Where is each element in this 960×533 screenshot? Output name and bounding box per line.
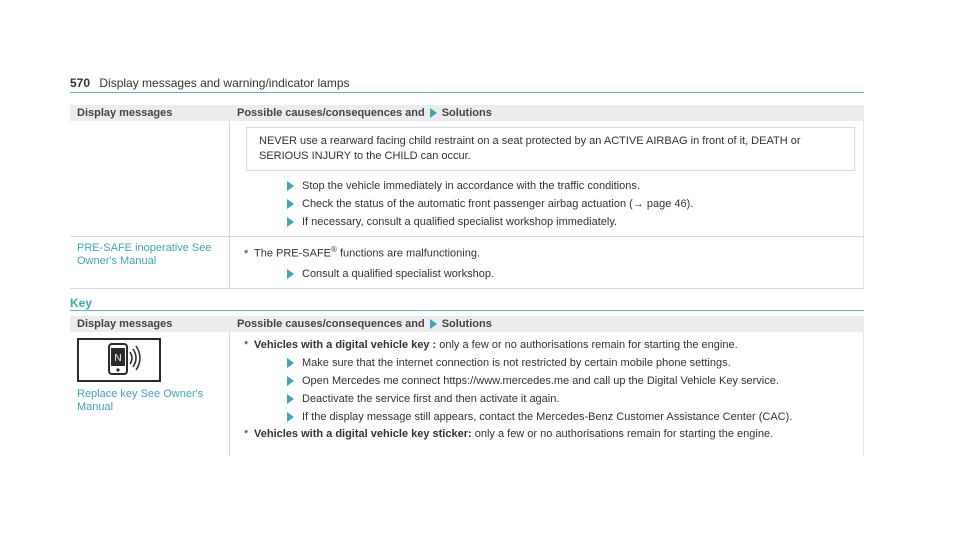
table-row — [70, 236, 864, 289]
cause-pre: The PRE-SAFE — [254, 247, 332, 260]
bullet-text: Consult a qualified specialist workshop. — [302, 267, 494, 280]
page-number: 570 — [70, 76, 91, 90]
row-solutions — [230, 237, 864, 288]
bullet-text: If necessary, consult a qualified specialist workshop immediately. — [302, 216, 618, 228]
cause-bold: Vehicles with a digital vehicle key sticker: — [254, 428, 472, 440]
solution-arrow-icon — [430, 108, 437, 118]
col-header-pre: Possible causes/consequences and — [237, 318, 425, 330]
star-marker: * — [244, 247, 249, 260]
cause-post: functions are malfunctioning. — [336, 247, 481, 260]
solution-arrow-icon — [287, 376, 294, 386]
registered-mark: ® — [331, 245, 337, 254]
section-title-key: Key — [70, 296, 93, 310]
cause-line — [230, 427, 863, 442]
list-item — [230, 410, 863, 425]
solution-arrow-icon — [287, 199, 294, 209]
cause-bold: Vehicles with a digital vehicle key : — [254, 339, 437, 351]
page-header — [70, 76, 350, 90]
cause-rest: only a few or no authorisations remain for starting the engine. — [436, 339, 738, 351]
table-1-header — [70, 105, 864, 121]
solution-arrow-icon — [287, 217, 294, 227]
cause-line — [230, 338, 863, 353]
star-marker: * — [244, 339, 249, 351]
cause-rest: only a few or no authorisations remain for starting the engine. — [471, 428, 774, 440]
bullet-text: Check the status of the automatic front passenger airbag actuation (→ page 46). — [302, 198, 694, 210]
col-header-pre: Possible causes/consequences and — [237, 107, 425, 119]
digital-key-phone-nfc-icon-svg — [79, 340, 159, 380]
bullet-text: If the display message still appears, contact the Mercedes-Benz Customer Assistance Center (CAC). — [302, 411, 793, 423]
col-header-post: Solutions — [441, 107, 492, 119]
header-rule — [70, 92, 864, 93]
list-item — [230, 197, 863, 212]
row-message-empty — [70, 121, 230, 236]
col-causes-solutions — [230, 316, 864, 332]
list-item — [230, 356, 863, 371]
messages-table-2 — [70, 316, 864, 456]
solution-arrow-icon — [287, 358, 294, 368]
bullet-text: Stop the vehicle immediately in accordance with the traffic conditions. — [302, 180, 640, 192]
solution-arrow-icon — [287, 412, 294, 422]
col-causes-solutions — [230, 105, 864, 121]
replace-key-cell — [70, 332, 230, 456]
bullet-text: Open Mercedes me connect https://www.mercedes.me and call up the Digital Vehicle Key service. — [302, 375, 779, 387]
table-2-header — [70, 316, 864, 332]
list-item — [230, 267, 863, 282]
messages-table-1 — [70, 105, 864, 289]
svg-text:N: N — [114, 353, 122, 364]
digital-key-phone-nfc-icon — [77, 338, 161, 382]
pre-safe-message: PRE-SAFE inoperative See Owner's Manual — [70, 237, 230, 288]
table-row — [70, 121, 864, 236]
col-header-post: Solutions — [441, 318, 492, 330]
list-item — [230, 392, 863, 407]
row-solutions — [230, 121, 864, 236]
col-display-messages: Display messages — [77, 107, 173, 119]
list-item — [230, 374, 863, 389]
table-row — [70, 332, 864, 456]
cause-line — [230, 242, 863, 262]
row-solutions — [230, 332, 864, 456]
list-item — [230, 215, 863, 230]
bullet-text: Make sure that the internet connection is not restricted by certain mobile phone settings. — [302, 357, 731, 369]
bullet-text: Deactivate the service first and then activate it again. — [302, 393, 560, 405]
replace-key-message: Replace key See Owner's Manual — [77, 388, 204, 413]
solution-arrow-icon — [287, 181, 294, 191]
warning-box: NEVER use a rearward facing child restraint on a seat protected by an ACTIVE AIRBAG in front of it, DEATH or SERIOUS INJURY to the CHILD can occur. — [246, 127, 855, 171]
solution-arrow-icon — [430, 319, 437, 329]
col-display-messages: Display messages — [77, 318, 173, 330]
star-marker: * — [244, 428, 249, 440]
solution-arrow-icon — [287, 269, 294, 279]
key-rule — [70, 310, 864, 311]
list-item — [230, 179, 863, 194]
page-header-title: Display messages and warning/indicator lamps — [99, 76, 350, 90]
solution-arrow-icon — [287, 394, 294, 404]
